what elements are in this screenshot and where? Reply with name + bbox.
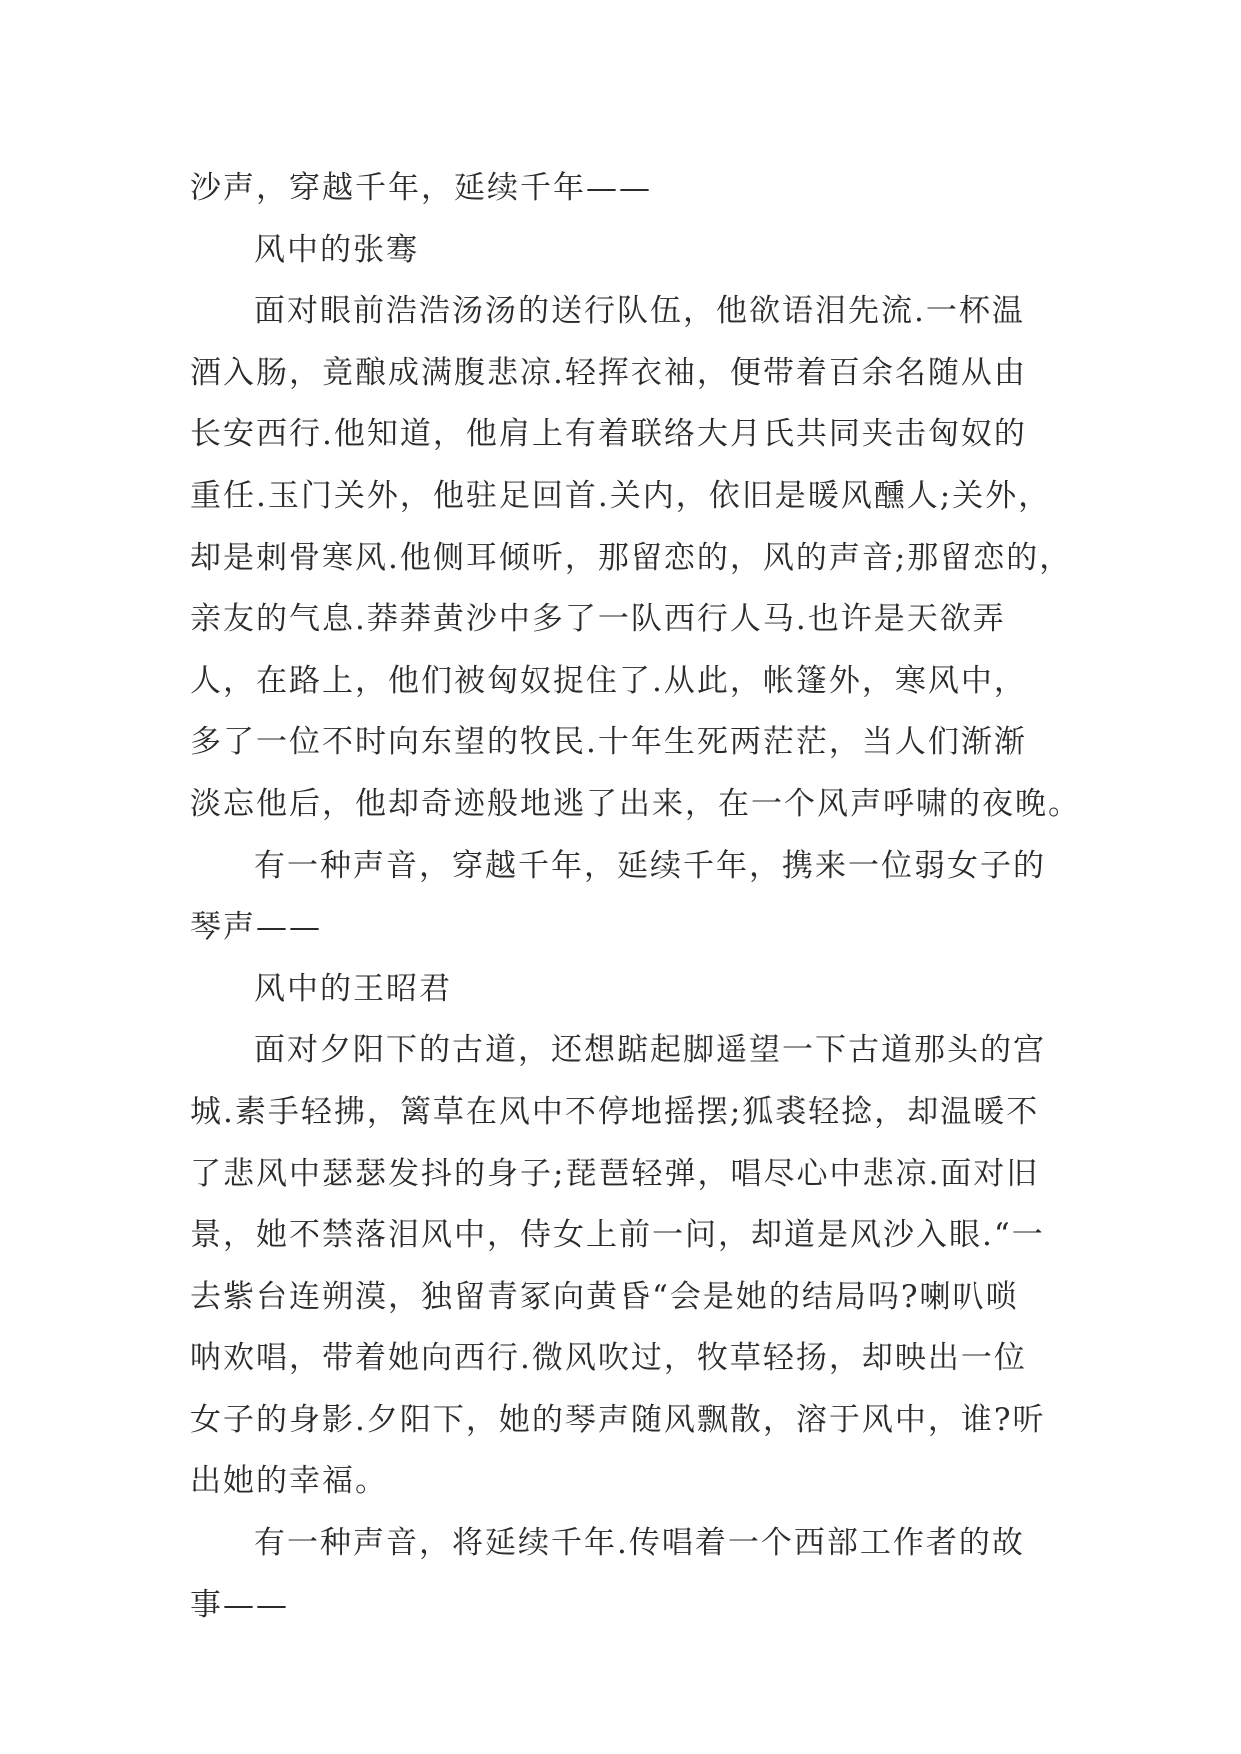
text-line: 事—— [190,1586,289,1623]
text-line: 出她的幸福。 [190,1463,388,1500]
text-line: 有一种声音，将延续千年.传唱着一个西部工作者的故 [254,1525,1025,1562]
text-line: 酒入肠，竟酿成满腹悲凉.轻挥衣袖，便带着百余名随从由 [190,354,1027,391]
text-line: 淡忘他后，他却奇迹般地逃了出来，在一个风声呼啸的夜晚。 [190,785,1081,822]
text-line: 长安西行.他知道，他肩上有着联络大月氏共同夹击匈奴的 [190,416,1027,453]
text-line: 面对眼前浩浩汤汤的送行队伍，他欲语泪先流.一杯温 [254,293,1025,330]
text-line: 城.素手轻拂，篱草在风中不停地摇摆;狐裘轻捻，却温暖不 [190,1093,1040,1130]
text-line: 面对夕阳下的古道，还想踮起脚遥望一下古道那头的宫 [254,1032,1046,1069]
section-heading: 风中的王昭君 [254,970,452,1007]
section-heading: 风中的张骞 [254,231,419,268]
text-line: 沙声，穿越千年，延续千年—— [190,170,652,206]
text-line: 却是刺骨寒风.他侧耳倾听，那留恋的，风的声音;那留恋的， [190,539,1073,576]
text-line: 女子的身影.夕阳下，她的琴声随风飘散，溶于风中，谁?听 [190,1401,1046,1438]
text-line: 景，她不禁落泪风中，侍女上前一问，却道是风沙入眼.“一 [190,1217,1045,1254]
essay-text [190,158,1081,1636]
text-line: 人，在路上，他们被匈奴捉住了.从此，帐篷外，寒风中， [190,662,1027,699]
text-line: 琴声—— [190,909,322,946]
text-line: 去紫台连朔漠，独留青冢向黄昏“会是她的结局吗?喇叭唢 [190,1278,1019,1315]
text-line: 多了一位不时向东望的牧民.十年生死两茫茫，当人们渐渐 [190,724,1027,761]
text-line: 有一种声音，穿越千年，延续千年，携来一位弱女子的 [254,847,1046,884]
text-line: 了悲风中瑟瑟发抖的身子;琵琶轻弹，唱尽心中悲凉.面对旧 [190,1155,1040,1192]
text-line: 呐欢唱，带着她向西行.微风吹过，牧草轻扬，却映出一位 [190,1340,1027,1377]
text-line: 亲友的气息.莽莽黄沙中多了一队西行人马.也许是天欲弄 [190,601,1006,638]
text-line: 重任.玉门关外，他驻足回首.关内，依旧是暖风醺人;关外， [190,477,1052,514]
